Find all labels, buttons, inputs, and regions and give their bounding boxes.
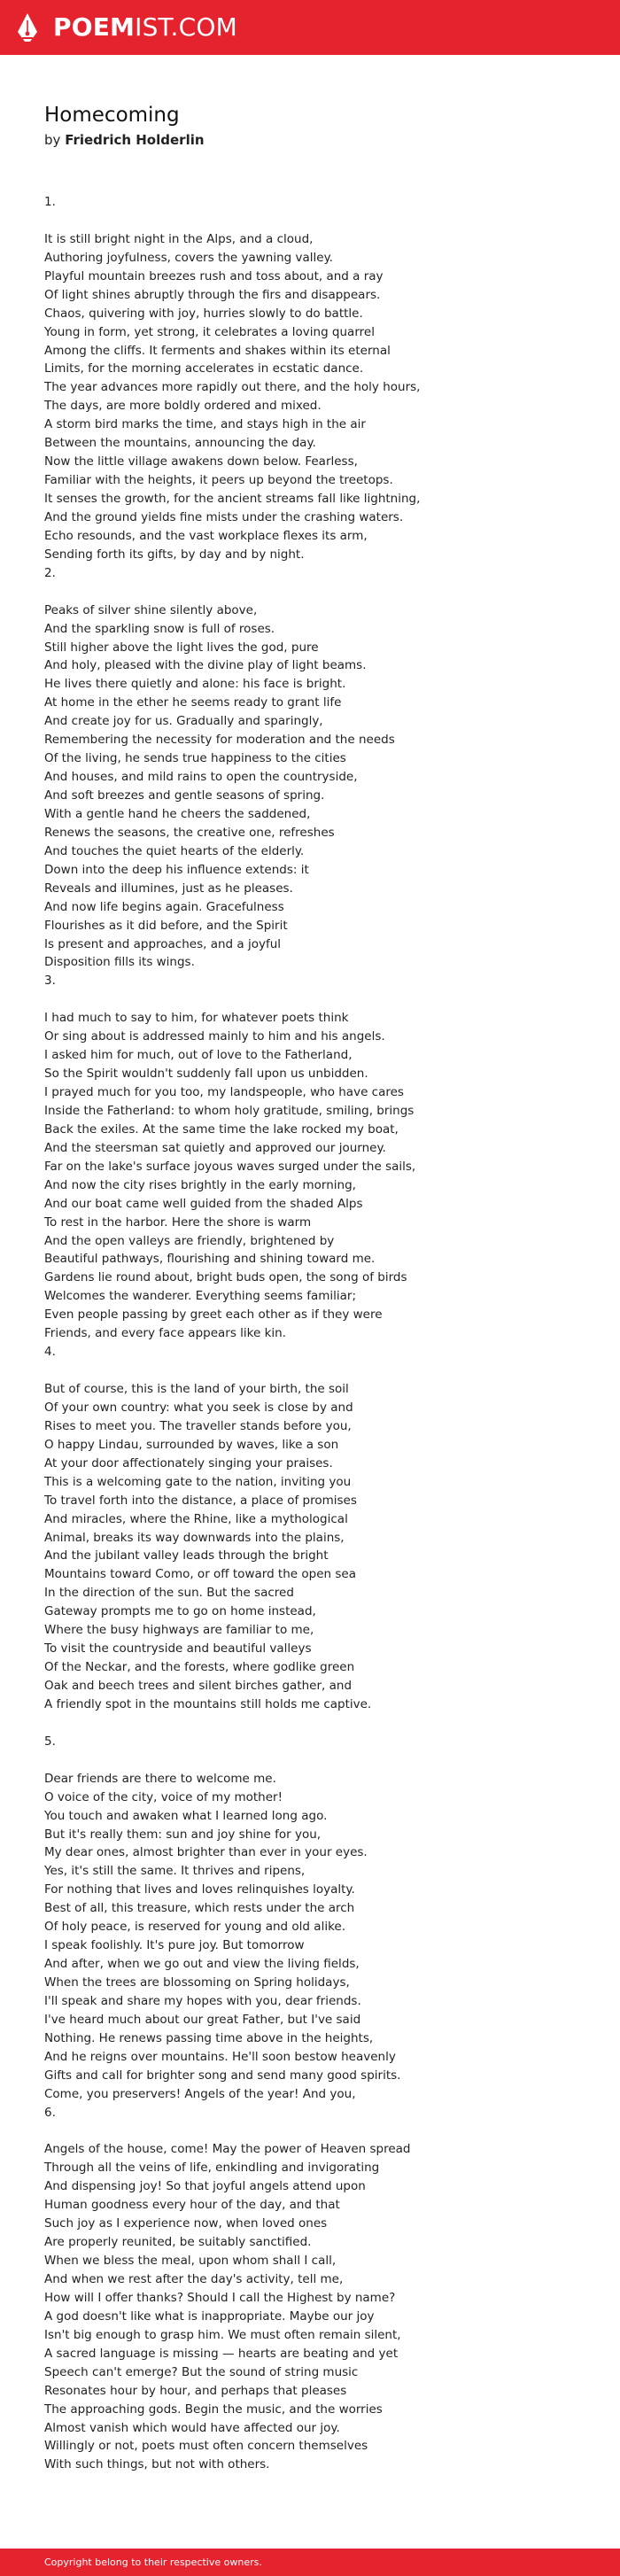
poem-line: A sacred language is missing — hearts are beating and yet — [44, 2346, 399, 2361]
poem-line: You touch and awaken what I learned long ago. — [44, 1808, 328, 1823]
poem-line: Young in form, yet strong, it celebrates a loving quarrel — [44, 324, 375, 339]
poem-line: Renews the seasons, the creative one, refreshes — [44, 825, 335, 840]
poem-line: Between the mountains, announcing the day. — [44, 436, 316, 451]
poem-line: Resonates hour by hour, and perhaps that pleases — [44, 2383, 347, 2398]
poem-line: Still higher above the light lives the god, pure — [44, 640, 319, 655]
poem-line: Welcomes the wanderer. Everything seems familiar; — [44, 1289, 357, 1304]
poem-line: And he reigns over mountains. He'll soon bestow heavenly — [44, 2049, 396, 2064]
poem-line — [44, 583, 593, 601]
poem-line — [44, 1362, 593, 1380]
poem-line: It senses the growth, for the ancient streams fall like lightning, — [44, 492, 421, 506]
poem-line: Reveals and illumines, just as he pleases. — [44, 881, 293, 896]
poem-line: At home in the ether he seems ready to grant life — [44, 695, 342, 710]
poem-line: Gifts and call for brighter song and send many good spirits. — [44, 2068, 401, 2083]
poem-line: To rest in the harbor. Here the shore is warm — [44, 1214, 312, 1230]
poem-line: Nothing. He renews passing time above in the heights, — [44, 2030, 374, 2045]
poem-line: Or sing about is addressed mainly to him and his angels. — [44, 1029, 385, 1044]
poem-line: Where the busy highways are familiar to me, — [44, 1623, 314, 1638]
poem-line: And dispensing joy! So that joyful angels attend upon — [44, 2179, 366, 2194]
poem-line: For nothing that lives and loves relinquishes loyalty. — [44, 1882, 355, 1897]
poem-line: Human goodness every hour of the day, and that — [44, 2198, 340, 2213]
poem-line: And the sparkling snow is full of roses. — [44, 621, 275, 636]
poem-line: And houses, and mild rains to open the countryside, — [44, 770, 358, 785]
poem-line — [44, 212, 593, 230]
poem-line: And create joy for us. Gradually and sparingly, — [44, 714, 323, 729]
poem-line: My dear ones, almost brighter than ever in your eyes. — [44, 1845, 368, 1860]
poem-line: I speak foolishly. It's pure joy. But tomorrow — [44, 1938, 305, 1953]
poem-line: Limits, for the morning accelerates in ecstatic dance. — [44, 361, 364, 376]
poem-line: Remembering the necessity for moderation and the needs — [44, 733, 395, 748]
poem-line: A god doesn't like what is inappropriate. Maybe our joy — [44, 2308, 375, 2324]
poem-line: Speech can't emerge? But the sound of string music — [44, 2364, 359, 2379]
poem-line: Among the cliffs. It ferments and shakes within its eternal — [44, 343, 391, 358]
poem-line: Familiar with the heights, it peers up beyond the treetops. — [44, 473, 393, 488]
poem-author: Friedrich Holderlin — [65, 132, 205, 148]
poem-line: O voice of the city, voice of my mother! — [44, 1789, 283, 1804]
poem-line — [44, 1751, 593, 1770]
poem-line: Back the exiles. At the same time the lake rocked my boat, — [44, 1121, 399, 1137]
poem-line: When we bless the meal, upon whom shall I call, — [44, 2254, 337, 2269]
poem-line: 6. — [44, 2105, 56, 2120]
poem-line: He lives there quietly and alone: his face is bright. — [44, 677, 346, 692]
poem-line: And our boat came well guided from the shaded Alps — [44, 1196, 363, 1211]
poem-line: And after, when we go out and view the living fields, — [44, 1957, 360, 1972]
poem-line: Down into the deep his influence extends: it — [44, 862, 309, 877]
poem-line: And holy, pleased with the divine play of light beams. — [44, 658, 367, 673]
poem-line: And the open valleys are friendly, brightened by — [44, 1233, 335, 1248]
poem-line: Willingly or not, poets must often concern themselves — [44, 2439, 368, 2454]
poem-byline — [44, 131, 205, 149]
poem-line: Angels of the house, come! May the power of Heaven spread — [44, 2142, 411, 2157]
poem-line: I had much to say to him, for whatever poets think — [44, 1011, 349, 1026]
poem-line: 5. — [44, 1734, 56, 1749]
poem-line — [44, 990, 593, 1009]
poem-line: This is a welcoming gate to the nation, inviting you — [44, 1474, 352, 1489]
poem-line: Gardens lie round about, bright buds open, the song of birds — [44, 1270, 407, 1285]
byline-prefix: by — [44, 132, 61, 148]
poem-line: I'll speak and share my hopes with you, dear friends. — [44, 1993, 361, 2008]
poem-line: Even people passing by greet each other as if they were — [44, 1307, 383, 1323]
poem-line: I asked him for much, out of love to the Fatherland, — [44, 1048, 353, 1063]
poem-line: With such things, but not with others. — [44, 2457, 270, 2472]
site-logo[interactable] — [53, 12, 237, 43]
poem-line: Dear friends are there to welcome me. — [44, 1771, 276, 1786]
poem-line: How will I offer thanks? Should I call the Highest by name? — [44, 2290, 396, 2305]
poem-line: A storm bird marks the time, and stays high in the air — [44, 417, 366, 432]
poem-line: Of your own country: what you seek is close by and — [44, 1400, 353, 1415]
poem-line: And when we rest after the day's activity, tell me, — [44, 2272, 344, 2286]
poem-line: Gateway prompts me to go on home instead, — [44, 1604, 316, 1619]
site-footer — [0, 2549, 620, 2576]
poem-line: Chaos, quivering with joy, hurries slowly to do battle. — [44, 306, 363, 321]
poem-line: And the jubilant valley leads through the bright — [44, 1548, 329, 1563]
poem-line: But of course, this is the land of your birth, the soil — [44, 1382, 349, 1396]
logo-bold-text: POEM — [53, 12, 136, 42]
poem-line: Of the Neckar, and the forests, where godlike green — [44, 1660, 355, 1675]
poem-line: To visit the countryside and beautiful valleys — [44, 1641, 312, 1657]
poem-line: Of holy peace, is reserved for young and old alike. — [44, 1920, 345, 1935]
poem-line — [44, 2122, 593, 2141]
poem-line: And soft breezes and gentle seasons of spring. — [44, 788, 325, 803]
poem-line: And now the city rises brightly in the early morning, — [44, 1177, 356, 1192]
poem-line: And now life begins again. Gracefulness — [44, 899, 284, 914]
poem-line: Oak and beech trees and silent birches gather, and — [44, 1679, 353, 1693]
poem-line: In the direction of the sun. But the sacred — [44, 1586, 294, 1601]
poem-line: And the ground yields fine mists under the crashing waters. — [44, 509, 404, 524]
poem-line: Flourishes as it did before, and the Spirit — [44, 918, 288, 933]
poem-line: 4. — [44, 1345, 56, 1360]
poem-line: Yes, it's still the same. It thrives and ripens, — [44, 1864, 306, 1879]
poem-line: Through all the veins of life, enkindling and invigorating — [44, 2161, 380, 2176]
poem-line: Of the living, he sends true happiness to the cities — [44, 751, 346, 766]
poem-line: Come, you preservers! Angels of the year! And you, — [44, 2086, 356, 2101]
poem-line: Disposition fills its wings. — [44, 955, 195, 970]
poem-line: Friends, and every face appears like kin. — [44, 1326, 287, 1341]
poem-line: Best of all, this treasure, which rests under the arch — [44, 1901, 355, 1916]
poem-line: And touches the quiet hearts of the elderly. — [44, 843, 305, 858]
poem-line: Inside the Fatherland: to whom holy gratitude, smiling, brings — [44, 1103, 415, 1118]
poem-line: Almost vanish which would have affected our joy. — [44, 2420, 340, 2435]
poem-line: Of light shines abruptly through the firs and disappears. — [44, 287, 381, 302]
poem-line: With a gentle hand he cheers the saddened, — [44, 806, 311, 821]
poem-line: Animal, breaks its way downwards into the plains, — [44, 1530, 345, 1545]
poem-line: Rises to meet you. The traveller stands before you, — [44, 1418, 352, 1433]
poem-line: The year advances more rapidly out there, and the holy hours, — [44, 380, 421, 395]
poem-line: Echo resounds, and the vast workplace flexes its arm, — [44, 528, 368, 543]
poem-line: 3. — [44, 974, 56, 989]
fountain-pen-nib-icon[interactable] — [16, 12, 39, 43]
poem-line: Sending forth its gifts, by day and by night. — [44, 547, 305, 562]
poem-line: Playful mountain breezes rush and toss about, and a ray — [44, 268, 384, 283]
poem-line: It is still bright night in the Alps, and a cloud, — [44, 231, 314, 246]
poem-line: Isn't big enough to grasp him. We must often remain silent, — [44, 2327, 401, 2342]
poem-line: I've heard much about our great Father, but I've said — [44, 2012, 361, 2027]
poem-line: Authoring joyfulness, covers the yawning valley. — [44, 250, 333, 265]
poem-line: Beautiful pathways, flourishing and shining toward me. — [44, 1252, 376, 1267]
poem-line: Are properly reunited, be suitably sanctified. — [44, 2235, 312, 2250]
poem-line: Far on the lake's surface joyous waves surged under the sails, — [44, 1159, 416, 1174]
poem-line: Is present and approaches, and a joyful — [44, 936, 282, 951]
copyright-notice: Copyright belong to their respective owners. — [44, 2557, 262, 2568]
poem-line: So the Spirit wouldn't suddenly fall upon us unbidden. — [44, 1067, 368, 1082]
poem-line: To travel forth into the distance, a place of promises — [44, 1493, 357, 1508]
poem-line: 2. — [44, 565, 56, 580]
poem-title: Homecoming — [44, 104, 180, 127]
poem-line: 1. — [44, 195, 56, 209]
poem-body — [44, 193, 593, 2474]
poem-line: I prayed much for you too, my landspeople, who have cares — [44, 1085, 404, 1099]
poem-line: And miracles, where the Rhine, like a mythological — [44, 1511, 348, 1526]
poem-line: And the steersman sat quietly and approved our journey. — [44, 1140, 386, 1155]
poem-line: Such joy as I experience now, when loved ones — [44, 2216, 328, 2231]
poem-line: O happy Lindau, surrounded by waves, like a son — [44, 1437, 339, 1452]
poem-line: A friendly spot in the mountains still holds me captive. — [44, 1696, 372, 1711]
poem-line: Peaks of silver shine silently above, — [44, 602, 258, 617]
poem-line: The days, are more boldly ordered and mixed. — [44, 399, 322, 414]
poem-line: At your door affectionately singing your praises. — [44, 1455, 333, 1470]
logo-light-text: IST.COM — [135, 12, 237, 42]
poem-line: The approaching gods. Begin the music, and the worries — [44, 2401, 383, 2417]
poem-line: But it's really them: sun and joy shine for you, — [44, 1827, 322, 1842]
poem-line: Mountains toward Como, or off toward the open sea — [44, 1567, 356, 1582]
poem-line: Now the little village awakens down below. Fearless, — [44, 454, 358, 469]
poem-line: When the trees are blossoming on Spring holidays, — [44, 1975, 350, 1990]
site-header — [0, 0, 620, 55]
poem-line — [44, 1714, 593, 1733]
